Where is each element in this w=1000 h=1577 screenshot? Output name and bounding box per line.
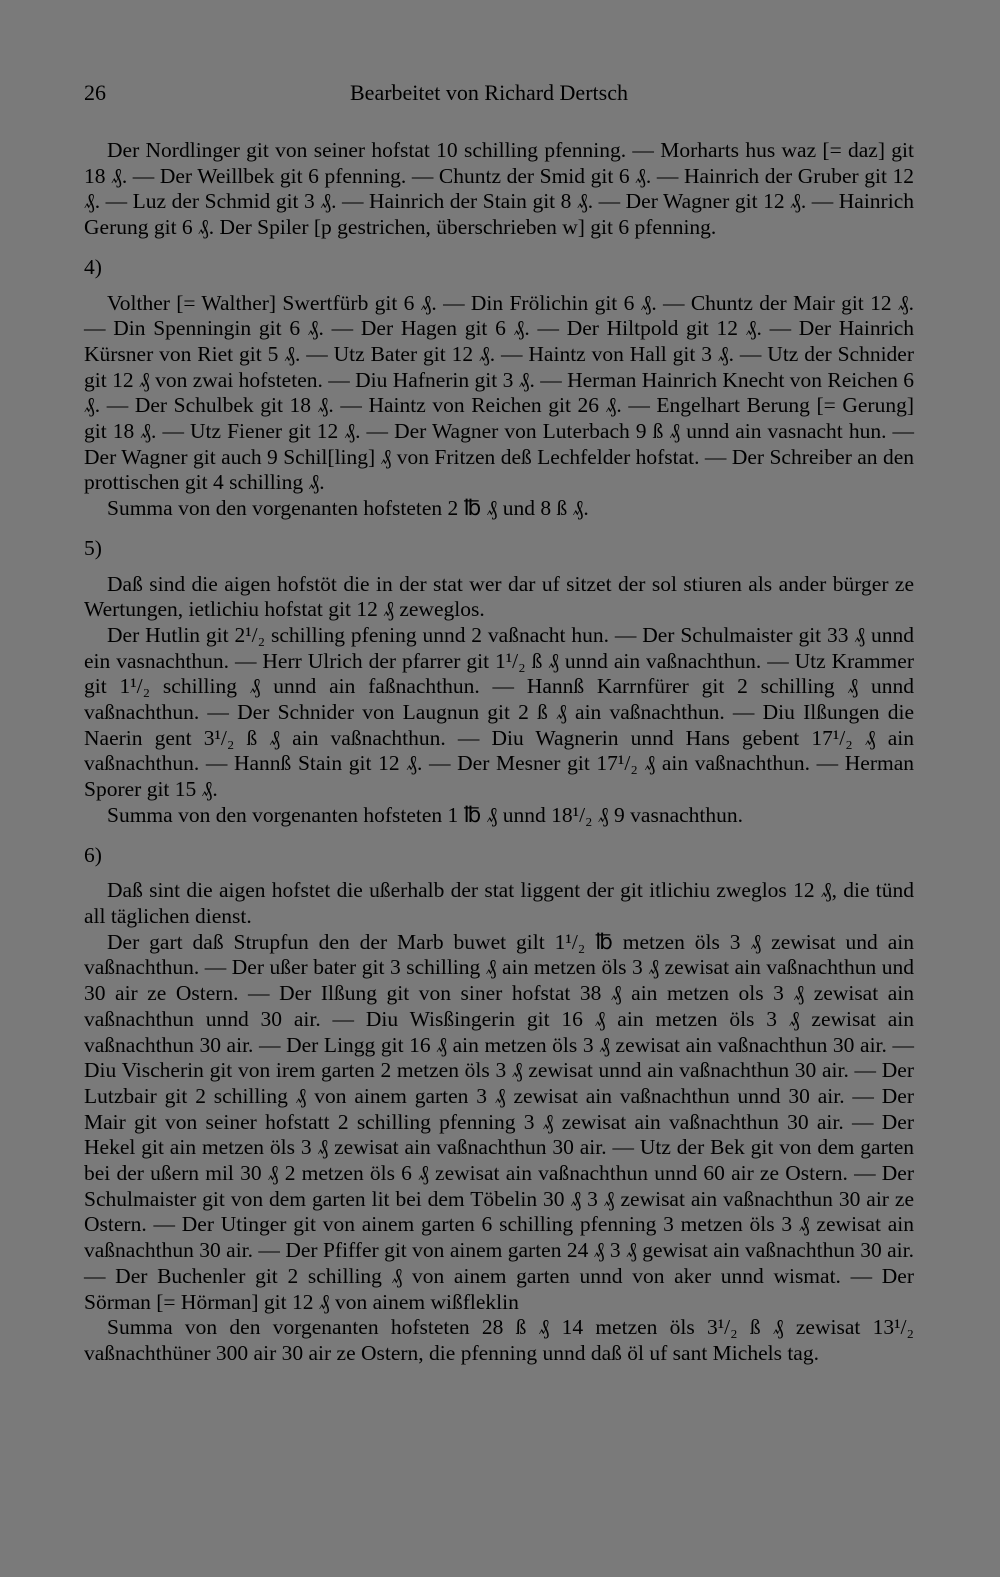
page-number: 26 [84, 80, 106, 105]
section-4 [84, 291, 914, 522]
document-page [84, 70, 914, 1367]
section-marker-6: 6) [84, 842, 102, 867]
summary-paragraph: Summa von den vorgenanten hofsteten 2 ℔ ₰ und 8 ß ₰. [107, 496, 589, 521]
intro-section [84, 138, 914, 241]
section-6 [84, 878, 914, 1366]
section-marker-5: 5) [84, 535, 102, 560]
section-marker-4: 4) [84, 254, 102, 279]
paragraph: Der Nordlinger git von seiner hofstat 10 schilling pfenning. — Morharts hus waz [= daz] git 18 ₰. — Der Weillbek git 6 pfenning. — Chuntz der Smid git 6 ₰. — Hainrich der Gruber git 12 ₰. — Luz der Schmid git 3 ₰. — Hainrich der Stain git 8 ₰. — Der Wagner git 12 ₰. — Hainrich Gerung git 6 ₰. Der Spiler [p gestrichen, überschrieben w] git 6 pfenning. [84, 138, 914, 240]
page-header [84, 70, 914, 110]
paragraph: Daß sind die aigen hofstöt die in der stat wer dar uf sitzet der sol stiuren als ander bürger ze Wertungen, ietlichiu hofstat git 12 ₰ zeweglos. [84, 571, 914, 622]
summary-paragraph: Summa von den vorgenanten hofsteten 1 ℔ ₰ unnd 18¹/₂ ₰ 9 vasnachthun. [107, 802, 744, 827]
paragraph: Daß sint die aigen hofstet die ußerhalb der stat liggent der git itlichiu zweglos 12 ₰, die tünd all täglichen dienst. [84, 878, 914, 928]
paragraph: Der gart daß Strupfun den der Marb buwet gilt 1¹/₂ ℔ metzen öls 3 ₰ zewisat und ain vaßnachthun. — Der ußer bater git 3 schilling ₰ ain metzen öls 3 ₰ zewisat ain vaßnachthun und 30 air ze Ostern. — Der Ilßung git von siner hofstat 38 ₰ ain metzen ols 3 ₰ zewisat ain vaßnachthun unnd 30 air. — Diu Wisßingerin git 16 ₰ ain metzen öls 3 ₰ zewisat ain vaßnachthun 30 air. — Der Lingg git 16 ₰ ain metzen öls 3 ₰ zewisat ain vaßnachthun 30 air. — Diu Vischerin git von irem garten 2 metzen öls 3 ₰ zewisat unnd ain vaßnachthun 30 air. — Der Lutzbair git 2 schilling ₰ von ainem garten 3 ₰ zewisat ain vaßnachthun unnd 30 air. — Der Mair git von seiner hofstatt 2 schilling pfenning 3 ₰ zewisat ain vaßnachthun 30 air. — Der Hekel git ain metzen öls 3 ₰ zewisat ain vaßnachthun 30 air. — Utz der Bek git von dem garten bei der ußern mil 30 ₰ 2 metzen öls 6 ₰ zewisat ain vaßnachthun unnd 60 air ze Ostern. — Der Schulmaister git von dem garten lit bei dem Töbelin 30 ₰ 3 ₰ zewisat ain vaßnachthun 30 air ze Ostern. — Der Utinger git von ainem garten 6 schilling pfenning 3 metzen öls 3 ₰ zewisat ain vaßnachthun 30 air. — Der Pfiffer git von ainem garten 24 ₰ 3 ₰ gewisat ain vaßnachthun 30 air. — Der Buchenler git 2 schilling ₰ von ainem garten unnd von aker unnd wismat. — Der Sörman [= Hörman] git 12 ₰ von ainem wißfleklin [84, 929, 914, 1314]
paragraph: Der Hutlin git 2¹/₂ schilling pfening unnd 2 vaßnacht hun. — Der Schulmaister git 33 ₰ unnd ein vasnachthun. — Herr Ulrich der pfarrer git 1¹/₂ ß ₰ unnd ain vaßnachthun. — Utz Krammer git 1¹/₂ schilling ₰ unnd ain faßnachthun. — Hannß Karrnfürer git 2 schilling ₰ unnd vaßnachthun. — Der Schnider von Laugnun git 2 ß ₰ ain vaßnachthun. — Diu Ilßungen die Naerin gent 3¹/₂ ß ₰ ain vaßnachthun. — Diu Wagnerin unnd Hans gebent 17¹/₂ ₰ ain vaßnachthun. — Hannß Stain git 12 ₰. — Der Mesner git 17¹/₂ ₰ ain vaßnachthun. — Herman Sporer git 15 ₰. [84, 622, 914, 802]
summary-paragraph: Summa von den vorgenanten hofsteten 28 ß ₰ 14 metzen öls 3¹/₂ ß ₰ zewisat 13¹/₂ vaßnachthüner 300 air 30 air ze Ostern, die pfenning unnd daß öl uf sant Michels tag. [84, 1315, 914, 1365]
section-5 [84, 572, 914, 829]
running-title: Bearbeitet von Richard Dertsch [350, 80, 628, 105]
paragraph: Volther [= Walther] Swertfürb git 6 ₰. — Din Frölichin git 6 ₰. — Chuntz der Mair git 12 ₰. — Din Spenningin git 6 ₰. — Der Hagen git 6 ₰. — Der Hiltpold git 12 ₰. — Der Hainrich Kürsner von Riet git 5 ₰. — Utz Bater git 12 ₰. — Haintz von Hall git 3 ₰. — Utz der Schnider git 12 ₰ von zwai hofsteten. — Diu Hafnerin git 3 ₰. — Herman Hainrich Knecht von Reichen 6 ₰. — Der Schulbek git 18 ₰. — Haintz von Reichen git 26 ₰. — Engelhart Berung [= Gerung] git 18 ₰. — Utz Fiener git 12 ₰. — Der Wagner von Luterbach 9 ß ₰ unnd ain vasnacht hun. — Der Wagner git auch 9 Schil[ling] ₰ von Fritzen deß Lechfelder hofstat. — Der Schreiber an den prottischen git 4 schilling ₰. [84, 290, 914, 495]
